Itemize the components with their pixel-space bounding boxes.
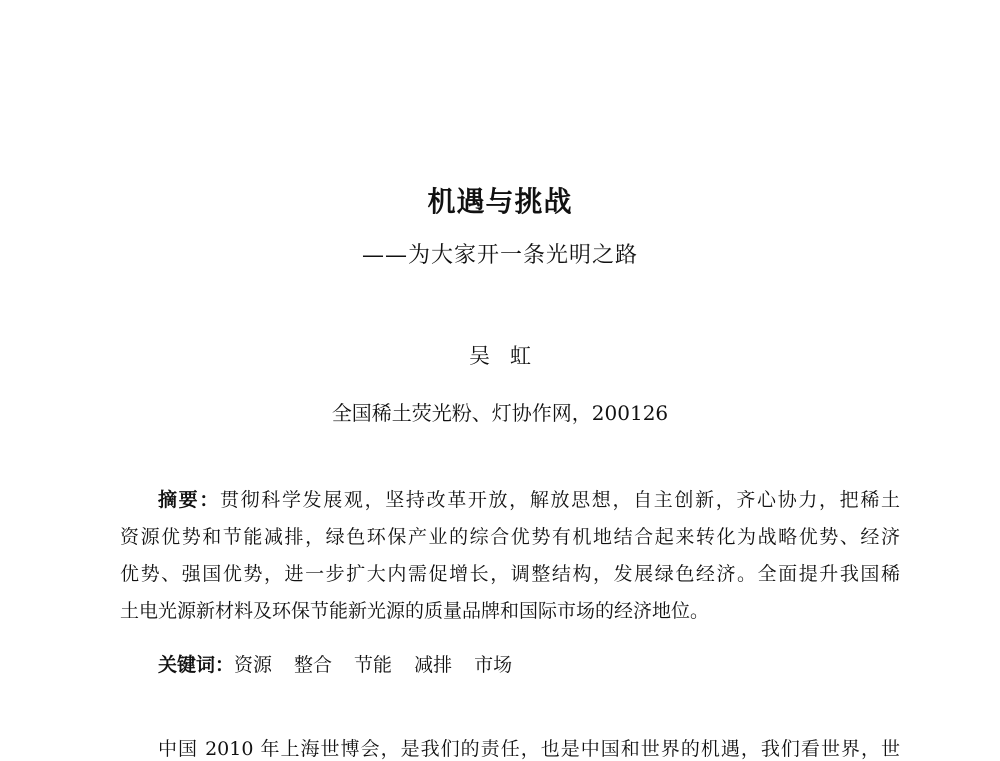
keywords-label: 关键词： [158, 654, 235, 676]
keywords [158, 650, 534, 677]
keyword: 减排 [414, 654, 453, 676]
author-affiliation: 全国稀土荧光粉、灯协作网，200126 [331, 401, 669, 425]
abstract-label: 摘要： [158, 489, 220, 511]
keyword: 市场 [474, 654, 513, 676]
abstract-line [120, 482, 900, 519]
abstract-line: 优势、强国优势，进一步扩大内需促增长，调整结构，发展绿色经济。全面提升我国稀 [120, 563, 900, 585]
keyword: 节能 [354, 654, 393, 676]
keyword: 整合 [294, 654, 333, 676]
abstract-text: 贯彻科学发展观，坚持改革开放，解放思想，自主创新，齐心协力，把稀土 [219, 489, 900, 511]
abstract-line: 土电光源新材料及环保节能新光源的质量品牌和国际市场的经济地位。 [120, 600, 710, 622]
body-paragraph-first-line: 中国 2010 年上海世博会，是我们的责任，也是中国和世界的机遇，我们看世界，世 [158, 738, 900, 760]
keyword: 资源 [234, 654, 273, 676]
paper-title: 机遇与挑战 [427, 185, 573, 218]
paper-subtitle: ——为大家开一条光明之路 [361, 243, 638, 268]
author-name: 吴虹 [469, 344, 551, 368]
abstract-line: 资源优势和节能减排，绿色环保产业的综合优势有机地结合起来转化为战略优势、经济 [120, 526, 900, 548]
abstract [120, 482, 900, 630]
